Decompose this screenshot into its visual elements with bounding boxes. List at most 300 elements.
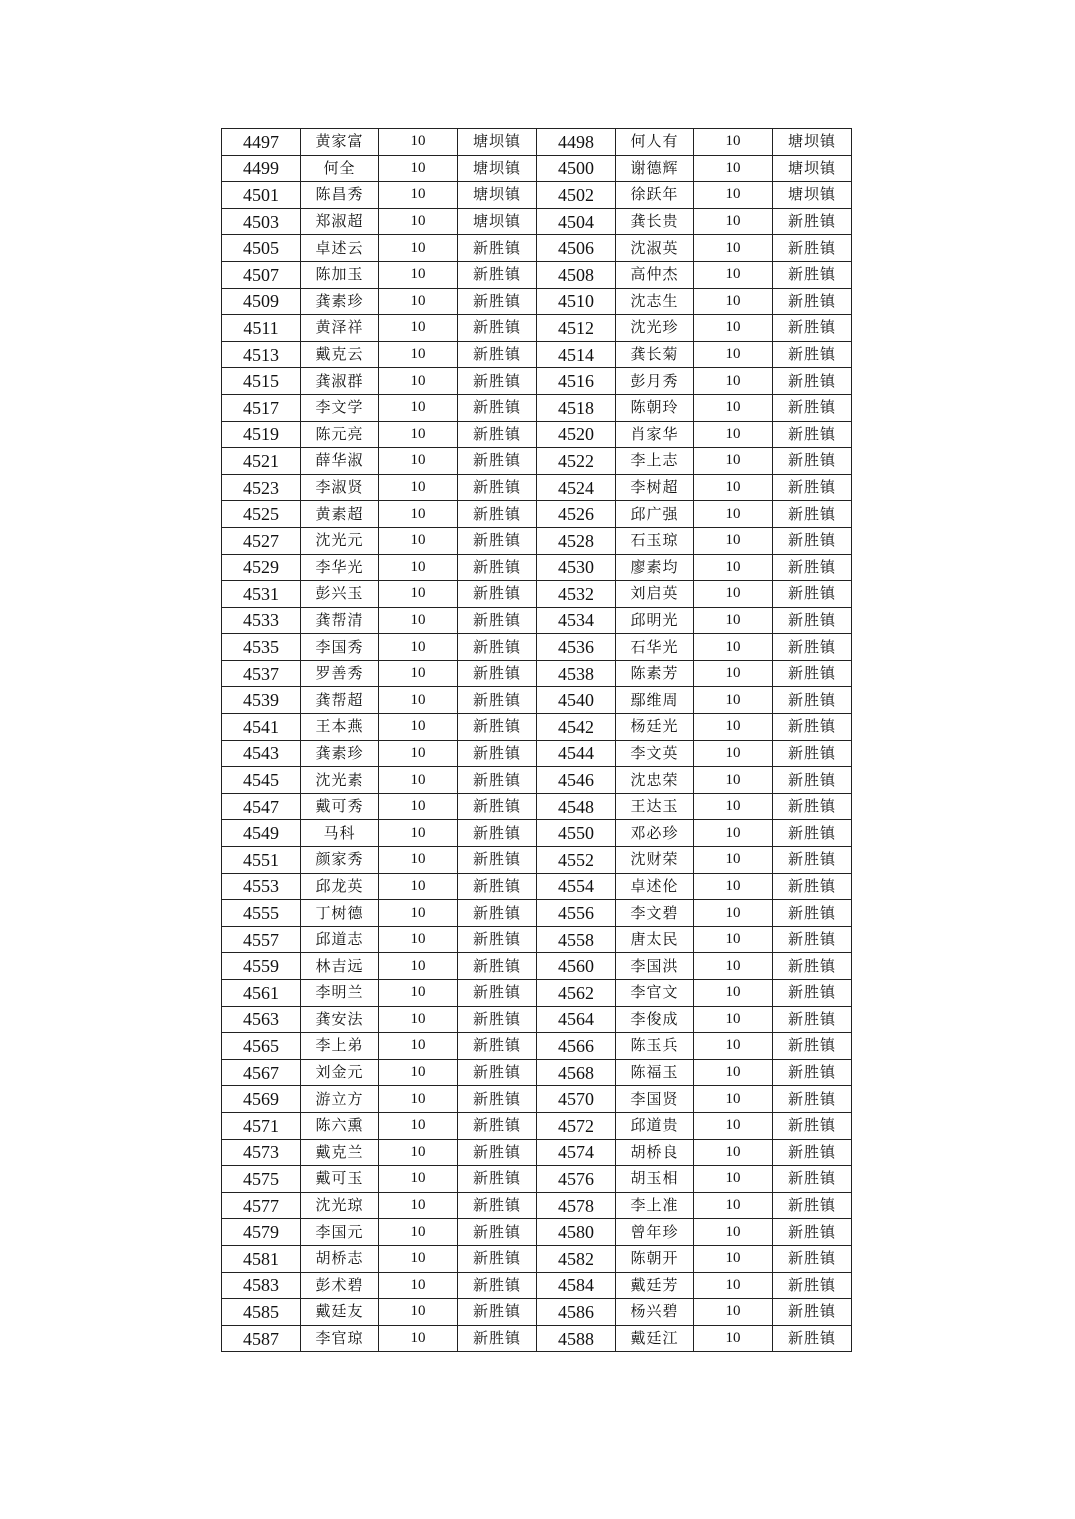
person-name-left: 刘金元 xyxy=(301,1059,379,1086)
record-number-right: 4540 xyxy=(537,687,616,714)
amount-right: 10 xyxy=(694,900,773,927)
amount-right: 10 xyxy=(694,926,773,953)
record-number-right: 4538 xyxy=(537,660,616,687)
town-name-right: 新胜镇 xyxy=(773,1219,852,1246)
person-name-left: 邱龙英 xyxy=(301,873,379,900)
town-name-left: 新胜镇 xyxy=(458,607,537,634)
person-name-left: 龚素珍 xyxy=(301,288,379,315)
person-name-left: 沈光素 xyxy=(301,767,379,794)
record-number-left: 4569 xyxy=(222,1086,301,1113)
person-name-right: 谢德辉 xyxy=(616,155,694,182)
record-number-right: 4586 xyxy=(537,1299,616,1326)
table-row xyxy=(222,634,852,661)
record-number-left: 4505 xyxy=(222,235,301,262)
table-row xyxy=(222,261,852,288)
record-number-right: 4524 xyxy=(537,474,616,501)
person-name-left: 游立方 xyxy=(301,1086,379,1113)
record-number-left: 4561 xyxy=(222,980,301,1007)
town-name-right: 新胜镇 xyxy=(773,501,852,528)
amount-right: 10 xyxy=(694,474,773,501)
record-number-right: 4558 xyxy=(537,926,616,953)
town-name-left: 新胜镇 xyxy=(458,740,537,767)
amount-right: 10 xyxy=(694,341,773,368)
table-row xyxy=(222,953,852,980)
table-row xyxy=(222,527,852,554)
table-row xyxy=(222,1245,852,1272)
person-name-left: 李国元 xyxy=(301,1219,379,1246)
record-number-left: 4523 xyxy=(222,474,301,501)
table-row xyxy=(222,394,852,421)
town-name-left: 塘坝镇 xyxy=(458,155,537,182)
record-number-right: 4520 xyxy=(537,421,616,448)
town-name-right: 新胜镇 xyxy=(773,714,852,741)
town-name-right: 新胜镇 xyxy=(773,1033,852,1060)
record-number-left: 4545 xyxy=(222,767,301,794)
town-name-right: 新胜镇 xyxy=(773,953,852,980)
table-row xyxy=(222,1299,852,1326)
amount-right: 10 xyxy=(694,767,773,794)
town-name-left: 新胜镇 xyxy=(458,1245,537,1272)
town-name-left: 新胜镇 xyxy=(458,1325,537,1352)
record-number-left: 4553 xyxy=(222,873,301,900)
record-number-left: 4513 xyxy=(222,341,301,368)
record-number-right: 4522 xyxy=(537,448,616,475)
record-number-right: 4562 xyxy=(537,980,616,1007)
person-name-right: 杨廷光 xyxy=(616,714,694,741)
table-row xyxy=(222,1033,852,1060)
amount-right: 10 xyxy=(694,607,773,634)
record-number-left: 4497 xyxy=(222,129,301,156)
town-name-right: 新胜镇 xyxy=(773,474,852,501)
record-number-right: 4582 xyxy=(537,1245,616,1272)
person-name-right: 王达玉 xyxy=(616,793,694,820)
town-name-right: 新胜镇 xyxy=(773,288,852,315)
person-name-right: 沈淑英 xyxy=(616,235,694,262)
record-number-left: 4587 xyxy=(222,1325,301,1352)
record-number-left: 4559 xyxy=(222,953,301,980)
person-name-left: 戴可秀 xyxy=(301,793,379,820)
town-name-left: 新胜镇 xyxy=(458,926,537,953)
town-name-right: 新胜镇 xyxy=(773,1006,852,1033)
table-row xyxy=(222,182,852,209)
person-name-right: 胡玉相 xyxy=(616,1166,694,1193)
person-name-left: 颜家秀 xyxy=(301,847,379,874)
amount-left: 10 xyxy=(379,208,458,235)
table-row xyxy=(222,368,852,395)
amount-right: 10 xyxy=(694,1192,773,1219)
person-name-left: 彭兴玉 xyxy=(301,581,379,608)
town-name-right: 新胜镇 xyxy=(773,1325,852,1352)
record-number-right: 4528 xyxy=(537,527,616,554)
record-number-right: 4566 xyxy=(537,1033,616,1060)
town-name-left: 新胜镇 xyxy=(458,527,537,554)
person-name-right: 陈素芳 xyxy=(616,660,694,687)
town-name-left: 塘坝镇 xyxy=(458,182,537,209)
record-number-right: 4504 xyxy=(537,208,616,235)
amount-left: 10 xyxy=(379,182,458,209)
table-row xyxy=(222,740,852,767)
town-name-left: 塘坝镇 xyxy=(458,208,537,235)
town-name-right: 新胜镇 xyxy=(773,527,852,554)
person-name-left: 戴克云 xyxy=(301,341,379,368)
table-row xyxy=(222,873,852,900)
table-row xyxy=(222,288,852,315)
record-number-left: 4501 xyxy=(222,182,301,209)
amount-left: 10 xyxy=(379,315,458,342)
town-name-left: 新胜镇 xyxy=(458,687,537,714)
amount-right: 10 xyxy=(694,1033,773,1060)
amount-right: 10 xyxy=(694,953,773,980)
person-name-right: 沈财荣 xyxy=(616,847,694,874)
person-name-right: 胡桥良 xyxy=(616,1139,694,1166)
record-number-left: 4507 xyxy=(222,261,301,288)
table-row xyxy=(222,129,852,156)
table-row xyxy=(222,208,852,235)
person-name-right: 李树超 xyxy=(616,474,694,501)
record-number-left: 4541 xyxy=(222,714,301,741)
town-name-left: 新胜镇 xyxy=(458,1272,537,1299)
person-name-right: 徐跃年 xyxy=(616,182,694,209)
amount-right: 10 xyxy=(694,315,773,342)
roster-table xyxy=(221,128,852,1352)
amount-left: 10 xyxy=(379,288,458,315)
table-row xyxy=(222,581,852,608)
person-name-left: 胡桥志 xyxy=(301,1245,379,1272)
record-number-left: 4549 xyxy=(222,820,301,847)
person-name-left: 沈光元 xyxy=(301,527,379,554)
amount-right: 10 xyxy=(694,873,773,900)
amount-right: 10 xyxy=(694,208,773,235)
town-name-right: 新胜镇 xyxy=(773,873,852,900)
town-name-left: 新胜镇 xyxy=(458,341,537,368)
town-name-left: 新胜镇 xyxy=(458,394,537,421)
person-name-left: 李官琼 xyxy=(301,1325,379,1352)
record-number-right: 4560 xyxy=(537,953,616,980)
town-name-left: 新胜镇 xyxy=(458,873,537,900)
town-name-right: 新胜镇 xyxy=(773,341,852,368)
town-name-left: 新胜镇 xyxy=(458,501,537,528)
table-row xyxy=(222,900,852,927)
person-name-right: 石玉琼 xyxy=(616,527,694,554)
person-name-right: 沈光珍 xyxy=(616,315,694,342)
person-name-right: 戴廷芳 xyxy=(616,1272,694,1299)
town-name-left: 新胜镇 xyxy=(458,1059,537,1086)
town-name-right: 新胜镇 xyxy=(773,847,852,874)
town-name-right: 新胜镇 xyxy=(773,634,852,661)
person-name-right: 戴廷江 xyxy=(616,1325,694,1352)
amount-right: 10 xyxy=(694,1219,773,1246)
person-name-left: 郑淑超 xyxy=(301,208,379,235)
town-name-right: 新胜镇 xyxy=(773,607,852,634)
table-row xyxy=(222,554,852,581)
record-number-left: 4583 xyxy=(222,1272,301,1299)
record-number-right: 4516 xyxy=(537,368,616,395)
table-row xyxy=(222,847,852,874)
town-name-right: 新胜镇 xyxy=(773,1166,852,1193)
person-name-left: 戴廷友 xyxy=(301,1299,379,1326)
town-name-right: 塘坝镇 xyxy=(773,129,852,156)
amount-right: 10 xyxy=(694,554,773,581)
person-name-right: 彭月秀 xyxy=(616,368,694,395)
record-number-right: 4584 xyxy=(537,1272,616,1299)
town-name-left: 新胜镇 xyxy=(458,448,537,475)
amount-left: 10 xyxy=(379,1059,458,1086)
town-name-right: 新胜镇 xyxy=(773,980,852,1007)
town-name-right: 新胜镇 xyxy=(773,394,852,421)
town-name-right: 新胜镇 xyxy=(773,315,852,342)
person-name-right: 李文碧 xyxy=(616,900,694,927)
amount-right: 10 xyxy=(694,501,773,528)
record-number-right: 4526 xyxy=(537,501,616,528)
amount-left: 10 xyxy=(379,235,458,262)
record-number-left: 4499 xyxy=(222,155,301,182)
record-number-right: 4506 xyxy=(537,235,616,262)
person-name-left: 卓述云 xyxy=(301,235,379,262)
amount-left: 10 xyxy=(379,421,458,448)
record-number-left: 4577 xyxy=(222,1192,301,1219)
record-number-right: 4564 xyxy=(537,1006,616,1033)
record-number-left: 4531 xyxy=(222,581,301,608)
record-number-left: 4555 xyxy=(222,900,301,927)
amount-right: 10 xyxy=(694,980,773,1007)
person-name-right: 沈忠荣 xyxy=(616,767,694,794)
table-row xyxy=(222,421,852,448)
town-name-left: 塘坝镇 xyxy=(458,129,537,156)
town-name-right: 新胜镇 xyxy=(773,900,852,927)
amount-left: 10 xyxy=(379,900,458,927)
amount-right: 10 xyxy=(694,1139,773,1166)
person-name-left: 黄素超 xyxy=(301,501,379,528)
table-row xyxy=(222,1272,852,1299)
amount-left: 10 xyxy=(379,1006,458,1033)
record-number-left: 4565 xyxy=(222,1033,301,1060)
amount-left: 10 xyxy=(379,926,458,953)
town-name-right: 新胜镇 xyxy=(773,554,852,581)
person-name-right: 李官文 xyxy=(616,980,694,1007)
record-number-right: 4498 xyxy=(537,129,616,156)
record-number-left: 4547 xyxy=(222,793,301,820)
amount-left: 10 xyxy=(379,581,458,608)
amount-left: 10 xyxy=(379,1086,458,1113)
town-name-left: 新胜镇 xyxy=(458,1006,537,1033)
town-name-right: 新胜镇 xyxy=(773,820,852,847)
amount-right: 10 xyxy=(694,634,773,661)
town-name-left: 新胜镇 xyxy=(458,847,537,874)
table-row xyxy=(222,767,852,794)
record-number-left: 4581 xyxy=(222,1245,301,1272)
table-row xyxy=(222,1325,852,1352)
record-number-left: 4535 xyxy=(222,634,301,661)
town-name-right: 新胜镇 xyxy=(773,1112,852,1139)
amount-left: 10 xyxy=(379,1325,458,1352)
person-name-left: 薛华淑 xyxy=(301,448,379,475)
table-row xyxy=(222,820,852,847)
record-number-right: 4574 xyxy=(537,1139,616,1166)
table-row xyxy=(222,1112,852,1139)
person-name-right: 肖家华 xyxy=(616,421,694,448)
amount-right: 10 xyxy=(694,1299,773,1326)
town-name-right: 新胜镇 xyxy=(773,1192,852,1219)
town-name-right: 新胜镇 xyxy=(773,767,852,794)
person-name-right: 曾年珍 xyxy=(616,1219,694,1246)
town-name-right: 新胜镇 xyxy=(773,581,852,608)
town-name-right: 新胜镇 xyxy=(773,687,852,714)
town-name-left: 新胜镇 xyxy=(458,554,537,581)
town-name-right: 新胜镇 xyxy=(773,368,852,395)
amount-left: 10 xyxy=(379,394,458,421)
table-row xyxy=(222,660,852,687)
amount-left: 10 xyxy=(379,1299,458,1326)
table-row xyxy=(222,1059,852,1086)
record-number-left: 4529 xyxy=(222,554,301,581)
table-row xyxy=(222,714,852,741)
person-name-right: 邱广强 xyxy=(616,501,694,528)
amount-right: 10 xyxy=(694,687,773,714)
record-number-right: 4572 xyxy=(537,1112,616,1139)
record-number-left: 4509 xyxy=(222,288,301,315)
person-name-left: 戴可玉 xyxy=(301,1166,379,1193)
table-row xyxy=(222,1192,852,1219)
town-name-right: 新胜镇 xyxy=(773,421,852,448)
person-name-right: 高仲杰 xyxy=(616,261,694,288)
amount-right: 10 xyxy=(694,847,773,874)
amount-left: 10 xyxy=(379,501,458,528)
table-row xyxy=(222,1219,852,1246)
amount-left: 10 xyxy=(379,1245,458,1272)
town-name-right: 塘坝镇 xyxy=(773,182,852,209)
town-name-left: 新胜镇 xyxy=(458,368,537,395)
town-name-right: 新胜镇 xyxy=(773,261,852,288)
town-name-left: 新胜镇 xyxy=(458,660,537,687)
amount-right: 10 xyxy=(694,448,773,475)
amount-right: 10 xyxy=(694,714,773,741)
amount-left: 10 xyxy=(379,767,458,794)
person-name-left: 李华光 xyxy=(301,554,379,581)
town-name-left: 新胜镇 xyxy=(458,1086,537,1113)
table-row xyxy=(222,501,852,528)
town-name-right: 新胜镇 xyxy=(773,926,852,953)
amount-right: 10 xyxy=(694,394,773,421)
table-row xyxy=(222,1166,852,1193)
amount-left: 10 xyxy=(379,1219,458,1246)
amount-left: 10 xyxy=(379,873,458,900)
person-name-left: 戴克兰 xyxy=(301,1139,379,1166)
town-name-right: 新胜镇 xyxy=(773,1086,852,1113)
record-number-right: 4502 xyxy=(537,182,616,209)
record-number-right: 4550 xyxy=(537,820,616,847)
record-number-left: 4515 xyxy=(222,368,301,395)
record-number-left: 4539 xyxy=(222,687,301,714)
person-name-left: 陈昌秀 xyxy=(301,182,379,209)
record-number-right: 4568 xyxy=(537,1059,616,1086)
amount-left: 10 xyxy=(379,261,458,288)
amount-left: 10 xyxy=(379,155,458,182)
record-number-right: 4578 xyxy=(537,1192,616,1219)
table-row xyxy=(222,155,852,182)
amount-left: 10 xyxy=(379,687,458,714)
person-name-right: 李国贤 xyxy=(616,1086,694,1113)
person-name-right: 龚长菊 xyxy=(616,341,694,368)
town-name-right: 新胜镇 xyxy=(773,1139,852,1166)
record-number-right: 4556 xyxy=(537,900,616,927)
person-name-right: 龚长贵 xyxy=(616,208,694,235)
record-number-right: 4554 xyxy=(537,873,616,900)
table-row xyxy=(222,474,852,501)
amount-right: 10 xyxy=(694,1325,773,1352)
record-number-left: 4517 xyxy=(222,394,301,421)
record-number-left: 4575 xyxy=(222,1166,301,1193)
table-row xyxy=(222,607,852,634)
town-name-right: 新胜镇 xyxy=(773,740,852,767)
record-number-right: 4530 xyxy=(537,554,616,581)
amount-right: 10 xyxy=(694,182,773,209)
amount-left: 10 xyxy=(379,793,458,820)
amount-left: 10 xyxy=(379,1139,458,1166)
record-number-left: 4567 xyxy=(222,1059,301,1086)
person-name-left: 黄家富 xyxy=(301,129,379,156)
town-name-left: 新胜镇 xyxy=(458,421,537,448)
amount-left: 10 xyxy=(379,1033,458,1060)
person-name-left: 陈六熏 xyxy=(301,1112,379,1139)
record-number-right: 4508 xyxy=(537,261,616,288)
person-name-right: 李文英 xyxy=(616,740,694,767)
table-row xyxy=(222,1086,852,1113)
record-number-right: 4536 xyxy=(537,634,616,661)
person-name-right: 刘启英 xyxy=(616,581,694,608)
record-number-left: 4571 xyxy=(222,1112,301,1139)
town-name-left: 新胜镇 xyxy=(458,793,537,820)
amount-left: 10 xyxy=(379,448,458,475)
town-name-left: 新胜镇 xyxy=(458,980,537,1007)
record-number-right: 4570 xyxy=(537,1086,616,1113)
person-name-left: 黄泽祥 xyxy=(301,315,379,342)
town-name-left: 新胜镇 xyxy=(458,315,537,342)
town-name-right: 新胜镇 xyxy=(773,660,852,687)
amount-left: 10 xyxy=(379,341,458,368)
person-name-right: 邱明光 xyxy=(616,607,694,634)
town-name-left: 新胜镇 xyxy=(458,261,537,288)
roster-table-body xyxy=(222,129,852,1352)
record-number-left: 4511 xyxy=(222,315,301,342)
person-name-right: 李国洪 xyxy=(616,953,694,980)
amount-right: 10 xyxy=(694,155,773,182)
amount-left: 10 xyxy=(379,1272,458,1299)
person-name-left: 沈光琼 xyxy=(301,1192,379,1219)
town-name-right: 新胜镇 xyxy=(773,1245,852,1272)
record-number-right: 4514 xyxy=(537,341,616,368)
town-name-left: 新胜镇 xyxy=(458,288,537,315)
town-name-left: 新胜镇 xyxy=(458,1033,537,1060)
town-name-right: 新胜镇 xyxy=(773,1272,852,1299)
amount-left: 10 xyxy=(379,129,458,156)
record-number-left: 4543 xyxy=(222,740,301,767)
amount-left: 10 xyxy=(379,714,458,741)
person-name-left: 林吉远 xyxy=(301,953,379,980)
town-name-left: 新胜镇 xyxy=(458,634,537,661)
person-name-left: 龚帮超 xyxy=(301,687,379,714)
table-row xyxy=(222,341,852,368)
town-name-left: 新胜镇 xyxy=(458,953,537,980)
person-name-right: 卓述伦 xyxy=(616,873,694,900)
town-name-left: 新胜镇 xyxy=(458,1112,537,1139)
record-number-left: 4525 xyxy=(222,501,301,528)
record-number-left: 4521 xyxy=(222,448,301,475)
amount-right: 10 xyxy=(694,820,773,847)
amount-right: 10 xyxy=(694,235,773,262)
amount-right: 10 xyxy=(694,1166,773,1193)
town-name-left: 新胜镇 xyxy=(458,1166,537,1193)
person-name-right: 鄢维周 xyxy=(616,687,694,714)
